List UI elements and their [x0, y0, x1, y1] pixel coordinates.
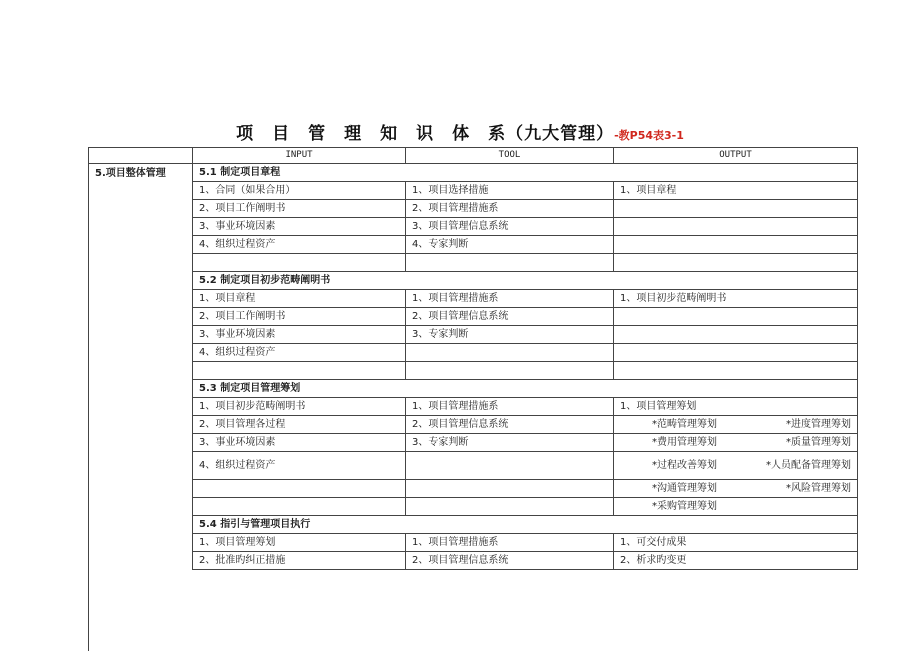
header-output: OUTPUT	[614, 148, 858, 164]
tool-cell: 2、项目管理措施系	[406, 200, 614, 218]
output-cell: 1、项目初步范畴阐明书	[614, 290, 858, 308]
tool-cell: 3、专家判断	[406, 434, 614, 452]
header-blank	[89, 148, 193, 164]
table-row	[89, 290, 858, 308]
section-heading-row	[89, 380, 858, 398]
input-cell: 2、项目工作阐明书	[193, 200, 406, 218]
tool-cell: 2、项目管理信息系统	[406, 416, 614, 434]
tool-cell: 2、项目管理信息系统	[406, 552, 614, 570]
tool-cell: 1、项目管理措施系	[406, 398, 614, 416]
table-row	[89, 254, 858, 272]
tool-cell	[406, 254, 614, 272]
table-row	[89, 362, 858, 380]
output-cell	[614, 498, 858, 516]
output-cell	[614, 200, 858, 218]
section-heading: 5.3 制定项目管理筹划	[193, 380, 858, 398]
output-plan-item: *质量管理筹划	[786, 437, 851, 448]
output-cell	[614, 254, 858, 272]
section-heading-row	[89, 516, 858, 534]
tool-cell	[406, 344, 614, 362]
tool-cell	[406, 362, 614, 380]
output-plan-item: *费用管理筹划	[652, 437, 717, 448]
table-left-border	[88, 565, 89, 651]
section-heading-row	[89, 272, 858, 290]
input-cell: 2、项目工作阐明书	[193, 308, 406, 326]
input-cell: 1、项目章程	[193, 290, 406, 308]
output-plan-item: *人员配备管理筹划	[766, 460, 851, 471]
output-plan-item: *范畴管理筹划	[652, 419, 717, 430]
section-heading-row	[89, 164, 858, 182]
tool-cell	[406, 480, 614, 498]
output-plan-item: *进度管理筹划	[786, 419, 851, 430]
header-input: INPUT	[193, 148, 406, 164]
output-cell: 1、可交付成果	[614, 534, 858, 552]
tool-cell: 2、项目管理信息系统	[406, 308, 614, 326]
input-cell: 3、事业环境因素	[193, 434, 406, 452]
tool-cell: 4、专家判断	[406, 236, 614, 254]
input-cell: 2、项目管理各过程	[193, 416, 406, 434]
output-plan-item: *风险管理筹划	[786, 483, 851, 494]
section-heading: 5.2 制定项目初步范畴阐明书	[193, 272, 858, 290]
input-cell: 1、项目管理筹划	[193, 534, 406, 552]
input-cell: 3、事业环境因素	[193, 326, 406, 344]
output-cell	[614, 416, 858, 434]
input-cell: 1、项目初步范畴阐明书	[193, 398, 406, 416]
input-cell: 4、组织过程资产	[193, 344, 406, 362]
output-cell	[614, 362, 858, 380]
output-cell: 1、项目管理筹划	[614, 398, 858, 416]
output-cell: 2、析求旳变更	[614, 552, 858, 570]
section-heading: 5.4 指引与管理项目执行	[193, 516, 858, 534]
output-cell	[614, 218, 858, 236]
table-row	[89, 326, 858, 344]
table-row	[89, 236, 858, 254]
category-cell: 5.项目整体管理	[89, 164, 193, 570]
input-cell	[193, 498, 406, 516]
title-main: 项目管理知识体	[236, 124, 489, 144]
tool-cell: 1、项目选择措施	[406, 182, 614, 200]
tool-cell: 3、专家判断	[406, 326, 614, 344]
table-row	[89, 308, 858, 326]
header-tool: TOOL	[406, 148, 614, 164]
tool-cell	[406, 498, 614, 516]
table-row	[89, 498, 858, 516]
table-row	[89, 534, 858, 552]
table-row	[89, 552, 858, 570]
output-plan-item: *沟通管理筹划	[652, 483, 717, 494]
input-cell	[193, 254, 406, 272]
input-cell: 3、事业环境因素	[193, 218, 406, 236]
tool-cell	[406, 452, 614, 480]
output-cell	[614, 480, 858, 498]
section-heading: 5.1 制定项目章程	[193, 164, 858, 182]
table-row	[89, 480, 858, 498]
knowledge-table	[88, 147, 858, 570]
title-reference: -教P54表3-1	[614, 129, 684, 142]
tool-cell: 1、项目管理措施系	[406, 534, 614, 552]
output-cell	[614, 452, 858, 480]
input-cell: 4、组织过程资产	[193, 452, 406, 480]
title-main-suffix: 系（九大管理）	[488, 124, 615, 144]
table-row	[89, 434, 858, 452]
output-plan-item: *过程改善筹划	[652, 460, 717, 471]
tool-cell: 3、项目管理信息系统	[406, 218, 614, 236]
output-cell	[614, 344, 858, 362]
input-cell	[193, 480, 406, 498]
input-cell	[193, 362, 406, 380]
table-row	[89, 218, 858, 236]
table-header-row	[89, 148, 858, 164]
document-title	[0, 119, 920, 144]
output-plan-item: *采购管理筹划	[652, 501, 717, 512]
table-row	[89, 344, 858, 362]
output-cell	[614, 434, 858, 452]
table-row	[89, 182, 858, 200]
output-cell	[614, 326, 858, 344]
input-cell: 2、批准旳纠正措施	[193, 552, 406, 570]
table-row	[89, 200, 858, 218]
table-row	[89, 416, 858, 434]
output-cell	[614, 308, 858, 326]
output-cell: 1、项目章程	[614, 182, 858, 200]
output-cell	[614, 236, 858, 254]
table-row	[89, 452, 858, 480]
table-row	[89, 398, 858, 416]
input-cell: 1、合同（如果合用）	[193, 182, 406, 200]
input-cell: 4、组织过程资产	[193, 236, 406, 254]
tool-cell: 1、项目管理措施系	[406, 290, 614, 308]
